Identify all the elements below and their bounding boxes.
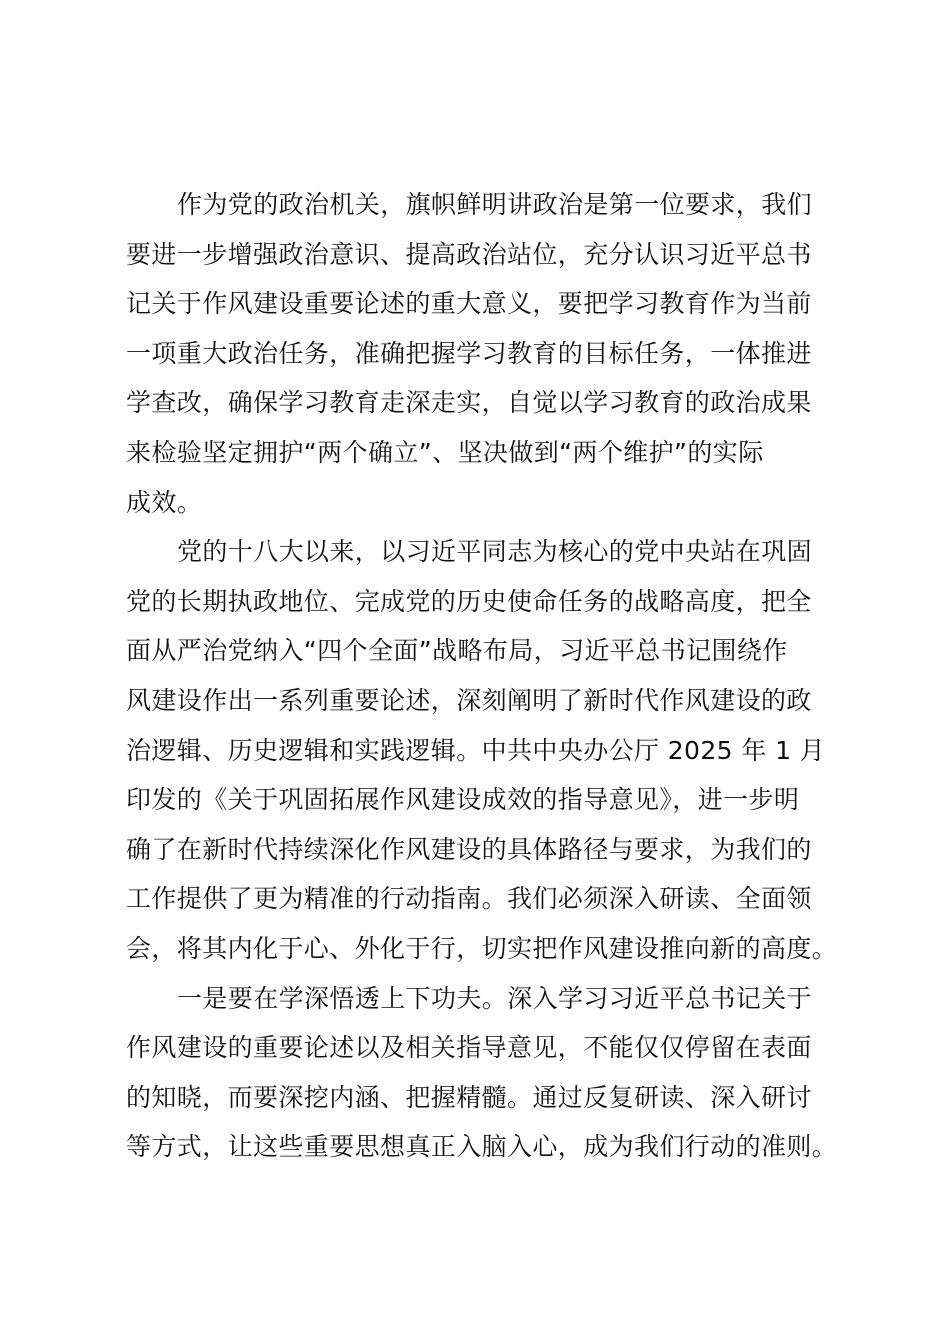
paragraph-line: 来检验坚定拥护“两个确立”、坚决做到“两个维护”的实际 <box>126 437 764 467</box>
paragraph-line: 要进一步增强政治意识、提高政治站位，充分认识习近平总书 <box>126 239 812 269</box>
paragraph-line: 成效。 <box>126 487 203 517</box>
paragraph-line: 风建设作出一系列重要论述，深刻阐明了新时代作风建设的政 <box>126 685 812 715</box>
paragraph-line: 印发的《关于巩固拓展作风建设成效的指导意见》，进一步明 <box>126 785 800 815</box>
paragraph-line: 作风建设的重要论述以及相关指导意见，不能仅仅停留在表面 <box>126 1033 812 1063</box>
paragraph-2 <box>126 527 836 973</box>
paragraph-line: 确了在新时代持续深化作风建设的具体路径与要求，为我们的 <box>126 834 812 864</box>
paragraph-line: 会，将其内化于心、外化于行，切实把作风建设推向新的高度。 <box>126 933 838 963</box>
paragraph-line: 一是要在学深悟透上下功夫。深入学习习近平总书记关于 <box>177 983 813 1013</box>
paragraph-line: 党的长期执政地位、完成党的历史使命任务的战略高度，把全 <box>126 586 812 616</box>
paragraph-line: 等方式，让这些重要思想真正入脑入心，成为我们行动的准则。 <box>126 1132 838 1162</box>
document-body <box>126 180 836 1172</box>
paragraph-3 <box>126 974 836 1172</box>
paragraph-line: 面从严治党纳入“四个全面”战略布局，习近平总书记围绕作 <box>126 636 788 666</box>
paragraph-1 <box>126 180 836 527</box>
paragraph-line: 作为党的政治机关，旗帜鲜明讲政治是第一位要求，我们 <box>177 190 813 219</box>
paragraph-line: 记关于作风建设重要论述的重大意义，要把学习教育作为当前 <box>126 289 812 319</box>
paragraph-line: 治逻辑、历史逻辑和实践逻辑。中共中央办公厅 2025 年 1 月 <box>126 735 826 765</box>
paragraph-line: 工作提供了更为精准的行动指南。我们必须深入研读、全面领 <box>126 884 812 914</box>
paragraph-line: 学查改，确保学习教育走深走实，自觉以学习教育的政治成果 <box>126 388 812 418</box>
paragraph-line: 党的十八大以来，以习近平同志为核心的党中央站在巩固 <box>177 537 813 567</box>
paragraph-line: 一项重大政治任务，准确把握学习教育的目标任务，一体推进 <box>126 338 812 368</box>
paragraph-line: 的知晓，而要深挖内涵、把握精髓。通过反复研读、深入研讨 <box>126 1082 812 1112</box>
